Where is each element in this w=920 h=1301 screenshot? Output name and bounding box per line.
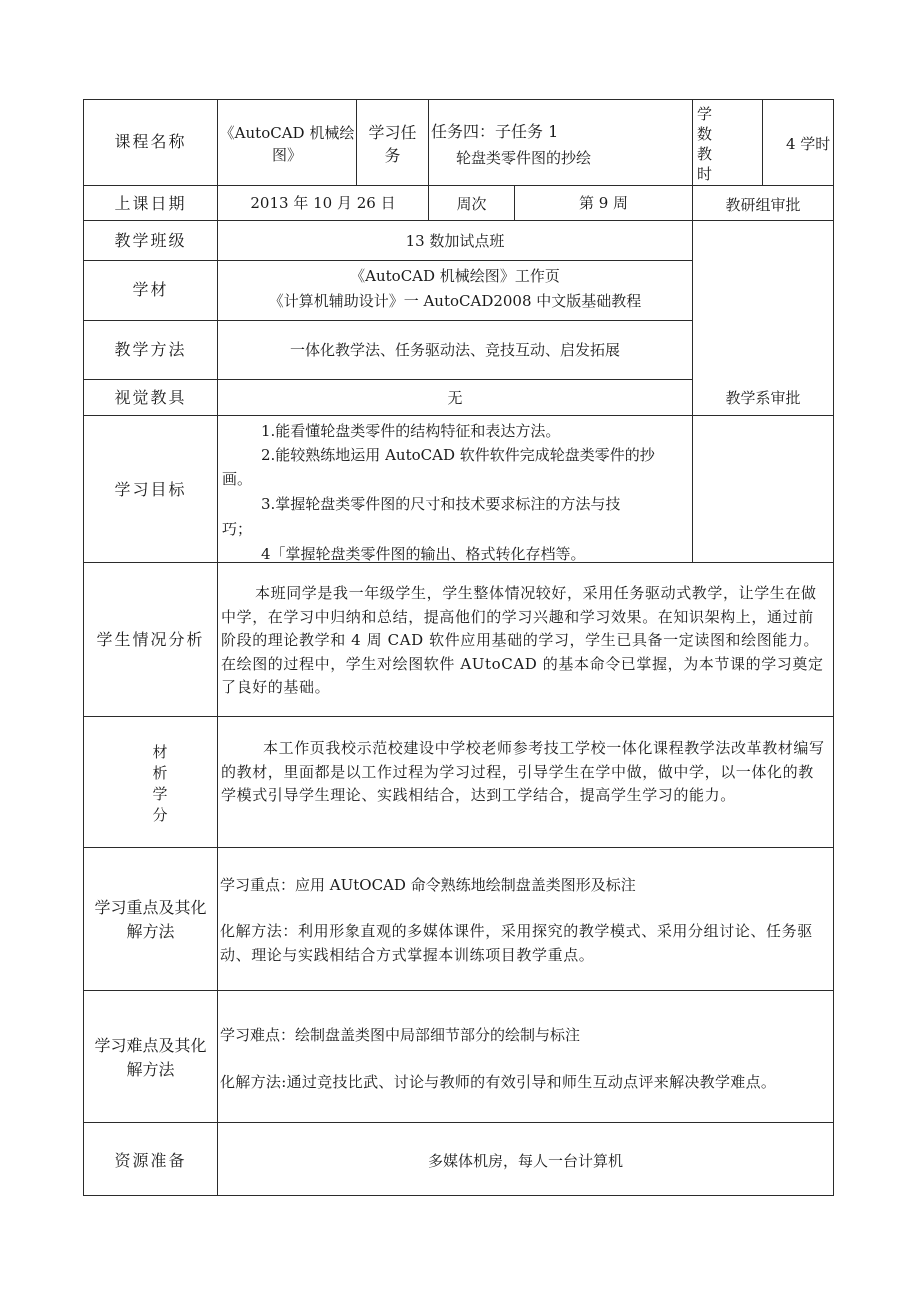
difficulty-label-line1: 学习难点及其化 <box>94 1036 207 1055</box>
method-label: 教学方法 <box>114 340 187 359</box>
hours-value: 4 学时 <box>786 135 831 153</box>
focus-label-line2: 解方法 <box>126 922 175 941</box>
analysis-label-char: 材 <box>152 743 168 761</box>
task-subtitle: 轮盘类零件图的抄绘 <box>456 149 592 167</box>
course-name-line1: 《AutoCAD 机械绘 <box>219 124 355 142</box>
material-analysis-text: 本工作页我校示范校建设中学校老师参考技工学校一体化课程教学法改革教材编写的教材，里面都是以工作过程为学习过程，引导学生在学中做，做中学，以一体化的教学模式引导学生理论、实践相结合，达到工学结合，提高学生学习的能力。 <box>221 739 825 804</box>
difficulty-method-text: 通过竞技比武、讨论与教师的有效引导和师生互动点评来解决教学难点。 <box>286 1073 777 1091</box>
task-label-line2: 务 <box>384 146 401 165</box>
resources-value: 多媒体机房，每人一台计算机 <box>427 1152 623 1170</box>
material-line2: 《计算机辅助设计》一 AutoCAD2008 中文版基础教程 <box>268 292 642 310</box>
focus-label-line1: 学习重点及其化 <box>94 898 207 917</box>
goal-item: 巧； <box>222 520 253 538</box>
difficulty-method <box>220 1072 776 1092</box>
focus-point-text: 应用 AUtOCAD 命令熟练地绘制盘盖类图形及标注 <box>295 876 636 894</box>
goal-item: 1.能看懂轮盘类零件的结构特征和表达方法。 <box>261 422 561 440</box>
hours-label-char: 时 <box>697 165 713 183</box>
analysis-label-char: 分 <box>152 806 168 824</box>
course-name-line2: 图》 <box>271 146 302 164</box>
analysis-label-char: 析 <box>152 764 168 782</box>
focus-point <box>220 875 636 895</box>
task-title: 任务四：子任务 1 <box>431 122 559 141</box>
hours-label-char: 教 <box>697 145 713 163</box>
goal-item: 4「掌握轮盘类零件图的输出、格式转化存档等。 <box>261 545 586 562</box>
resources-label: 资源准备 <box>114 1151 187 1170</box>
week-value: 第 9 周 <box>578 194 629 212</box>
material-line1: 《AutoCAD 机械绘图》工作页 <box>350 267 560 285</box>
goals-list <box>218 416 692 562</box>
method-value: 一体化教学法、任务驱动法、竞技互动、启发拓展 <box>289 341 620 359</box>
course-name-label: 课程名称 <box>114 132 187 151</box>
hours-label-char: 学 <box>697 105 713 123</box>
analysis-label-char: 学 <box>152 785 168 803</box>
aids-value: 无 <box>447 389 463 407</box>
week-label: 周次 <box>456 195 487 213</box>
class-value: 13 数加试点班 <box>405 232 505 250</box>
focus-method-text: 利用形象直观的多媒体课件，采用探究的教学模式、采用分组讨论、任务驱动、理论与实践相结合方式掌握本训练项目教学重点。 <box>220 922 813 964</box>
date-value: 2013 年 10 月 26 日 <box>250 194 396 212</box>
date-label: 上课日期 <box>114 194 187 213</box>
task-label-line1: 学习任 <box>368 123 417 142</box>
students-label: 学生情况分析 <box>96 630 205 649</box>
goals-label: 学习目标 <box>114 480 187 499</box>
difficulty-point-text: 绘制盘盖类图中局部细节部分的绘制与标注 <box>295 1026 581 1044</box>
students-analysis-text: 本班同学是我一年级学生，学生整体情况较好，采用任务驱动式教学，让学生在做中学，在学习中归纳和总结，提高他们的学习兴趣和学习效果。在知识架构上，通过前阶段的理论教学和 4 周 CAD 软件应用基础的学习，学生已具备一定读图和绘图能力。在绘图的过程中，学生对绘图软件 AUtoCAD 的基本命令已掌握，为本节课的学习奠定了良好的基础。 <box>221 584 824 696</box>
difficulty-point-label: 学习难点： <box>220 1026 296 1044</box>
hours-label-char: 数 <box>697 125 713 143</box>
focus-point-label: 学习重点： <box>220 876 296 894</box>
goal-item: 画。 <box>222 470 253 488</box>
goal-item: 2.能较熟练地运用 AutoCAD 软件软件完成轮盘类零件的抄 <box>261 446 655 464</box>
goal-item: 3.掌握轮盘类零件图的尺寸和技术要求标注的方法与技 <box>261 495 621 513</box>
department-approval: 教学系审批 <box>725 389 801 407</box>
difficulty-label-line2: 解方法 <box>126 1060 175 1079</box>
aids-label: 视觉教具 <box>114 388 187 407</box>
class-label: 教学班级 <box>114 231 187 250</box>
difficulty-method-label: 化解方法: <box>220 1073 287 1091</box>
material-label: 学材 <box>132 280 169 299</box>
focus-method <box>220 920 830 967</box>
focus-method-label: 化解方法： <box>220 922 299 940</box>
research-group-approval: 教研组审批 <box>725 196 801 214</box>
difficulty-point <box>220 1025 580 1045</box>
